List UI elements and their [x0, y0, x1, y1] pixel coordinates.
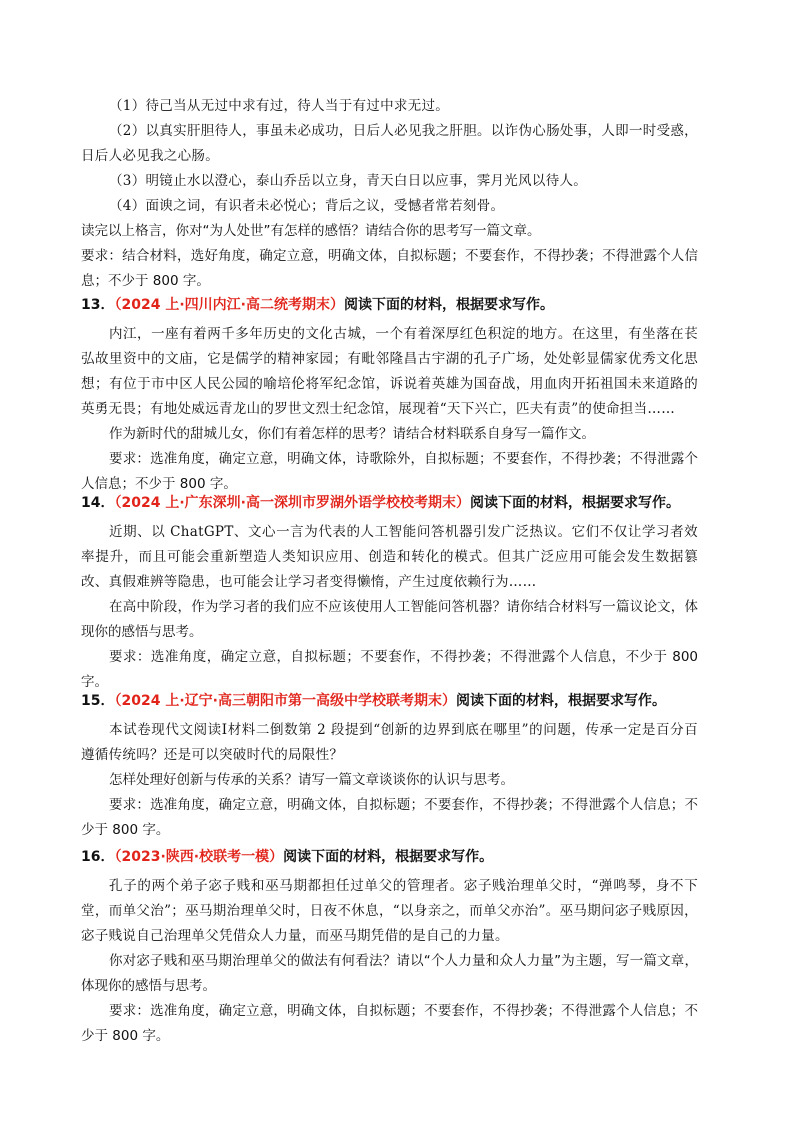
q14-heading	[0, 490, 800, 516]
q16-prompt: 你对宓子贱和巫马期治理单父的做法有何看法？请以“个人力量和众人力量”为主题，写一篇文章，体现你的感悟与思考。	[81, 953, 698, 994]
quote-2: （2）以真实肝胆待人，事虽未必成功，日后人必见我之肝胆。以诈伪心肠处事，人即一时受惑，日后人必见我之心肠。	[81, 123, 698, 164]
q13-heading	[0, 292, 800, 318]
q15-instruction: 阅读下面的材料，根据要求写作。	[455, 693, 666, 709]
q16-heading	[0, 844, 800, 870]
q16-number: 16．	[81, 849, 115, 865]
q15-material: 本试卷现代文阅读Ⅰ材料二倒数第 2 段提到“创新的边界到底在哪里”的问题，传承一定是百分百遵循传统吗？还是可以突破时代的局限性？	[81, 722, 698, 763]
q15-heading	[0, 688, 800, 714]
q13-block	[0, 292, 800, 497]
q16-source: （2023·陕西·校联考一模）	[114, 849, 284, 865]
q13-instruction: 阅读下面的材料，根据要求写作。	[343, 297, 554, 313]
q13-source: （2024 上·四川内江·高二统考期末）	[114, 297, 344, 313]
q12-prompt: 读完以上格言，你对“为人处世”有怎样的感悟？请结合你的思考写一篇文章。	[81, 223, 541, 239]
q15-number: 15．	[81, 693, 115, 709]
q14-requirement: 要求：选准角度，确定立意，自拟标题；不要套作，不得抄袭；不得泄露个人信息，不少于 800 字。	[81, 649, 698, 690]
q15-prompt: 怎样处理好创新与传承的关系？请写一篇文章谈谈你的认识与思考。	[109, 772, 514, 788]
q13-number: 13．	[81, 297, 115, 313]
q16-material: 孔子的两个弟子宓子贱和巫马期都担任过单父的管理者。宓子贱治理单父时，“弹鸣琴，身不下堂，而单父治”；巫马期治理单父时，日夜不休息，“以身亲之，而单父亦治”。巫马期问宓子贱原因，宓子贱说自己治理单父凭借众人力量，而巫马期凭借的是自己的力量。	[81, 878, 698, 944]
q13-material: 内江，一座有着两千多年历史的文化古城，一个有着深厚红色积淀的地方。在这里，有坐落在苌弘故里资中的文庙，它是儒学的精神家园；有毗邻隆昌古宇湖的孔子广场，处处彰显儒家优秀文化思想；有位于市中区人民公园的喻培伦将军纪念馆，诉说着英雄为国奋战，用血肉开拓祖国未来道路的英勇无畏；有地处威远青龙山的罗世文烈士纪念馆，展现着“天下兴亡，匹夫有责”的使命担当……	[81, 326, 698, 417]
q14-block	[0, 490, 800, 695]
q14-number: 14．	[81, 495, 115, 511]
q13-requirement: 要求：选准角度，确定立意，明确文体，诗歌除外，自拟标题；不要套作，不得抄袭；不得泄露个人信息；不少于 800 字。	[81, 451, 698, 492]
q15-block	[0, 688, 800, 843]
q12-requirement: 要求：结合材料，选好角度，确定立意，明确文体，自拟标题；不要套作，不得抄袭；不得泄露个人信息；不少于 800 字。	[81, 248, 698, 289]
q14-material: 近期、以 ChatGPT、文心一言为代表的人工智能问答机器引发广泛热议。它们不仅让学习者效率提升，而且可能会重新塑造人类知识应用、创造和转化的模式。但其广泛应用可能会发生数据篡改、真假难辨等隐患，也可能会让学习者变得懒惰，产生过度依赖行为……	[81, 524, 698, 590]
q14-prompt: 在高中阶段，作为学习者的我们应不应该使用人工智能问答机器？请你结合材料写一篇议论文，体现你的感悟与思考。	[81, 599, 698, 640]
q16-requirement: 要求：选准角度，确定立意，明确文体，自拟标题；不要套作，不得抄袭；不得泄露个人信息；不少于 800 字。	[81, 1003, 698, 1044]
q15-source: （2024 上·辽宁·高三朝阳市第一高级中学校联考期末）	[114, 693, 456, 709]
q16-block	[0, 844, 800, 1049]
q14-instruction: 阅读下面的材料，根据要求写作。	[469, 495, 680, 511]
q16-instruction: 阅读下面的材料，根据要求写作。	[283, 849, 494, 865]
quote-3: （3）明镜止水以澄心，泰山乔岳以立身，青天白日以应事，霁月光风以待人。	[109, 173, 588, 189]
q15-requirement: 要求：选准角度，确定立意，明确文体，自拟标题；不要套作，不得抄袭；不得泄露个人信息；不少于 800 字。	[81, 797, 698, 838]
q13-prompt: 作为新时代的甜城儿女，你们有着怎样的思考？请结合材料联系自身写一篇作文。	[109, 426, 595, 442]
q14-source: （2024 上·广东深圳·高一深圳市罗湖外语学校校考期末）	[114, 495, 470, 511]
quote-1: （1）待己当从无过中求有过，待人当于有过中求无过。	[109, 98, 450, 114]
q12-block	[0, 94, 800, 294]
quote-4: （4）面谀之词，有识者未必悦心；背后之议，受憾者常若刻骨。	[109, 198, 505, 214]
